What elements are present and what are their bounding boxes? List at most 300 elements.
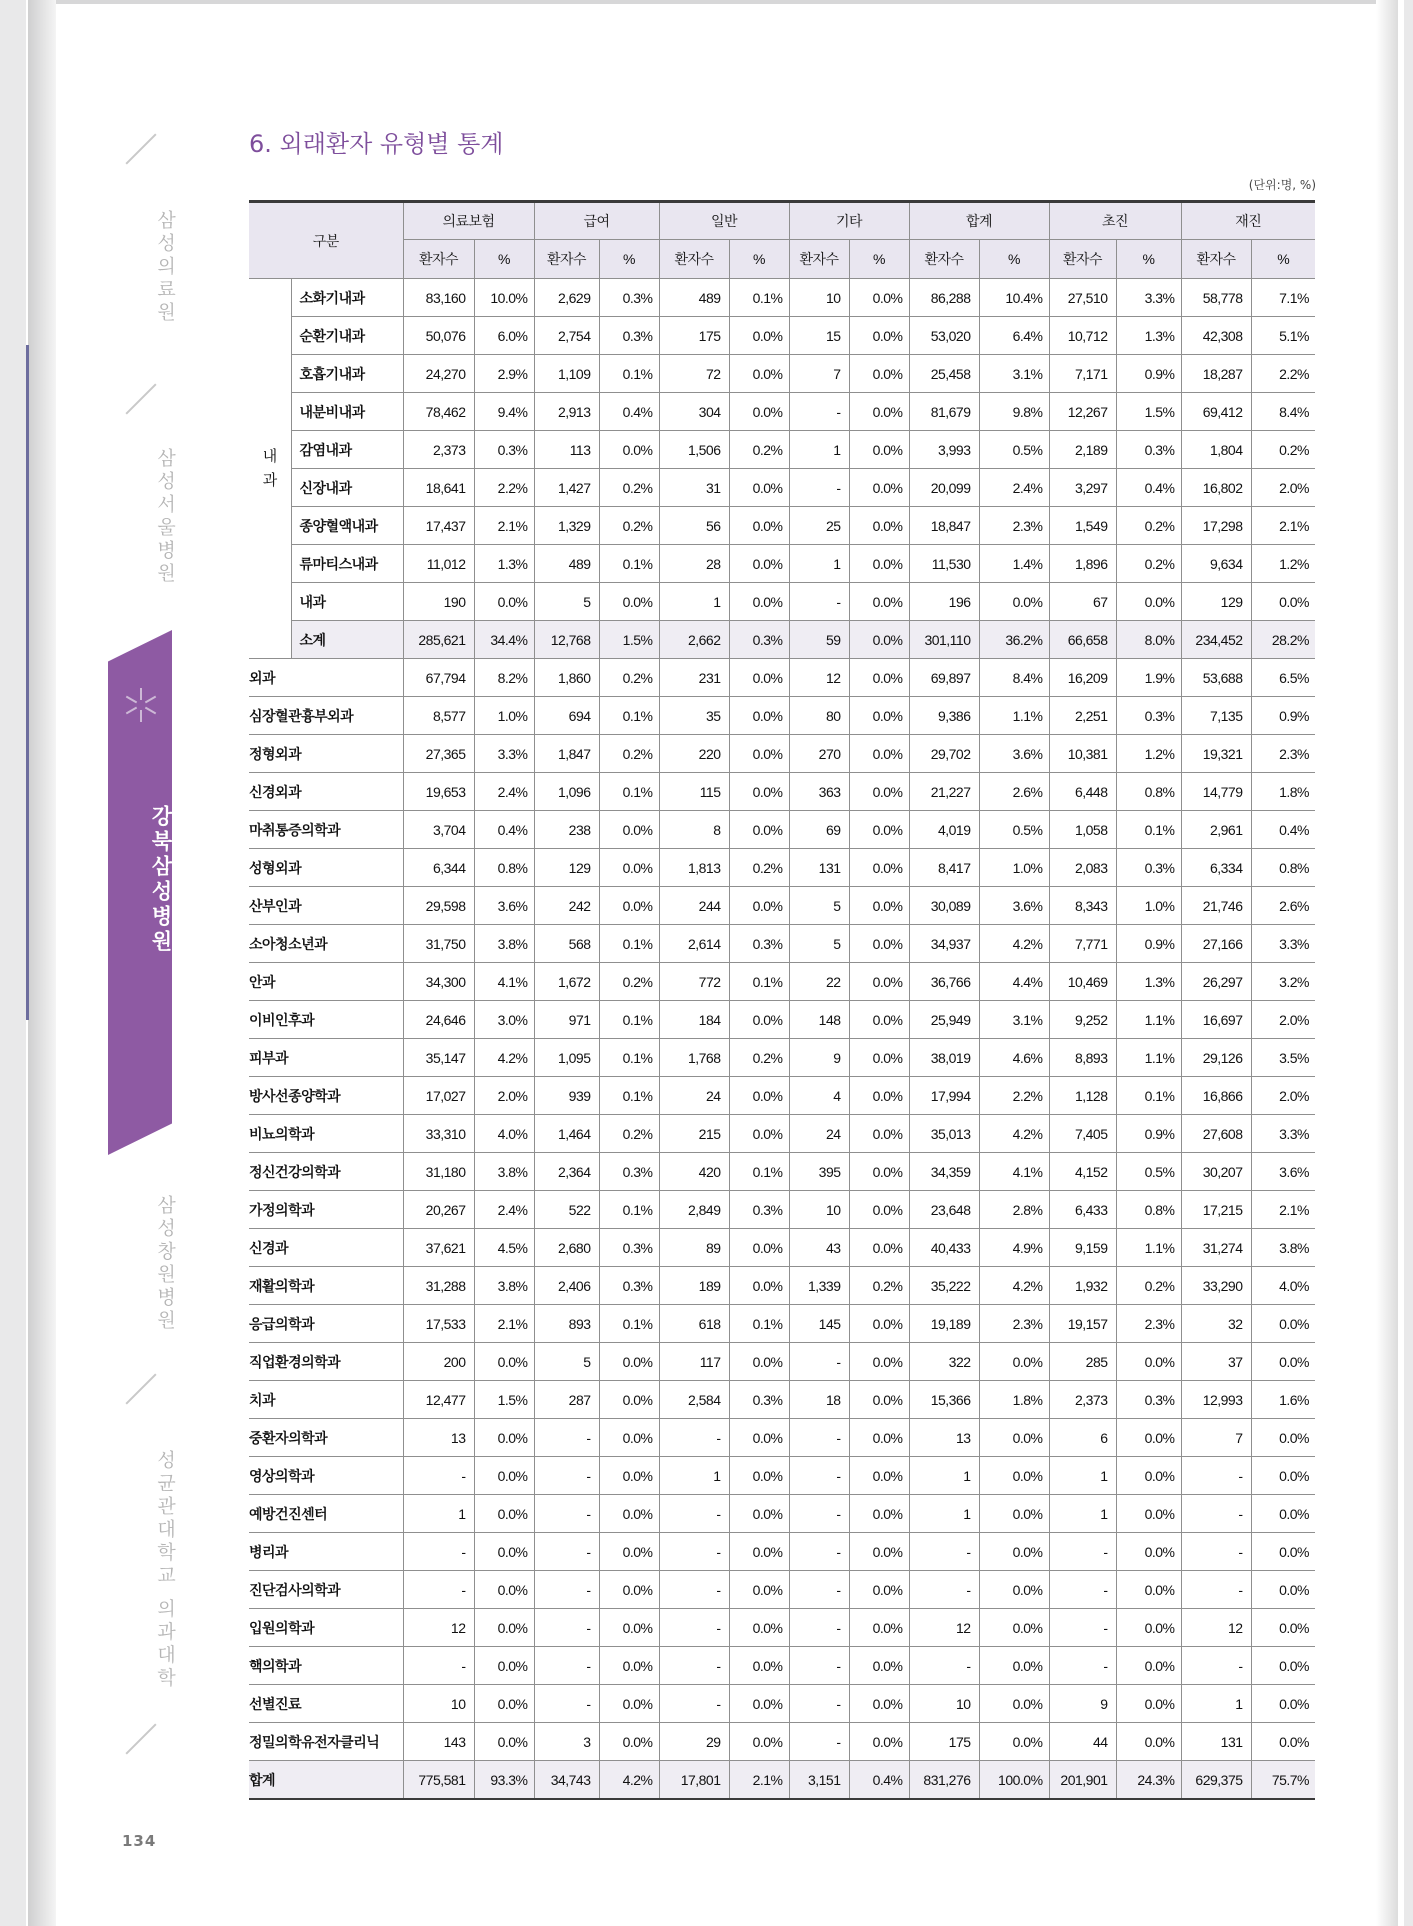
cell-percent: 3.3% — [1116, 279, 1181, 317]
cell-count: 1 — [659, 1457, 729, 1495]
cell-percent: 0.1% — [599, 1039, 659, 1077]
cell-count: 7,171 — [1049, 355, 1116, 393]
cell-percent: 8.4% — [979, 659, 1049, 697]
cell-count: 5 — [789, 887, 849, 925]
nav-vertical-rule — [26, 345, 29, 1020]
cell-percent: 0.0% — [849, 1457, 909, 1495]
cell-count: 2,083 — [1049, 849, 1116, 887]
cell-count: 27,608 — [1181, 1115, 1251, 1153]
table-header-row — [249, 202, 1315, 240]
cell-count: 395 — [789, 1153, 849, 1191]
cell-percent: 0.9% — [1116, 925, 1181, 963]
row-label: 예방건진센터 — [249, 1495, 403, 1533]
cell-percent: 0.8% — [1251, 849, 1315, 887]
cell-count: 489 — [534, 545, 599, 583]
cell-count: 12 — [909, 1609, 979, 1647]
row-label: 소화기내과 — [291, 279, 403, 317]
cell-percent: 0.4% — [599, 393, 659, 431]
cell-count: 13 — [909, 1419, 979, 1457]
cell-count: 220 — [659, 735, 729, 773]
table-row — [249, 469, 1315, 507]
table-row — [249, 811, 1315, 849]
cell-percent: 1.8% — [1251, 773, 1315, 811]
cell-count: 34,743 — [534, 1761, 599, 1800]
cell-percent: 4.2% — [979, 1115, 1049, 1153]
cell-percent: 4.6% — [979, 1039, 1049, 1077]
cell-percent: 28.2% — [1251, 621, 1315, 659]
cell-percent: 4.0% — [474, 1115, 534, 1153]
cell-count: 175 — [659, 317, 729, 355]
cell-percent: 0.0% — [729, 1723, 789, 1761]
cell-count: 1,932 — [1049, 1267, 1116, 1305]
cell-percent: 0.0% — [1116, 1343, 1181, 1381]
cell-percent: 0.0% — [729, 469, 789, 507]
cell-percent: 0.0% — [474, 1343, 534, 1381]
side-nav-item-3-active[interactable]: 강북삼성병원 — [149, 805, 173, 955]
row-label: 영상의학과 — [249, 1457, 403, 1495]
cell-count: 2,614 — [659, 925, 729, 963]
cell-percent: 0.0% — [1251, 1305, 1315, 1343]
cell-percent: 0.0% — [729, 1647, 789, 1685]
cell-percent: 0.0% — [599, 1457, 659, 1495]
cell-percent: 0.1% — [599, 1077, 659, 1115]
cell-count: 59 — [789, 621, 849, 659]
cell-percent: 0.0% — [474, 1685, 534, 1723]
cell-count: 17,027 — [403, 1077, 474, 1115]
cell-count: - — [909, 1533, 979, 1571]
cell-count: 8,343 — [1049, 887, 1116, 925]
cell-count: 27,510 — [1049, 279, 1116, 317]
cell-percent: 0.4% — [849, 1761, 909, 1800]
cell-count: 131 — [789, 849, 849, 887]
cell-count: - — [659, 1495, 729, 1533]
cell-count: 31,750 — [403, 925, 474, 963]
header-group: 합계 — [909, 202, 1049, 240]
cell-count: 7 — [1181, 1419, 1251, 1457]
cell-count: 56 — [659, 507, 729, 545]
unit-note: (단위:명, %) — [1248, 178, 1316, 192]
cell-percent: 0.2% — [599, 963, 659, 1001]
cell-count: 86,288 — [909, 279, 979, 317]
cell-count: 6,344 — [403, 849, 474, 887]
cell-percent: 0.0% — [729, 507, 789, 545]
cell-percent: 0.0% — [1251, 1495, 1315, 1533]
row-label: 산부인과 — [249, 887, 403, 925]
cell-percent: 0.2% — [729, 849, 789, 887]
cell-percent: 0.0% — [729, 1419, 789, 1457]
cell-count: 2,251 — [1049, 697, 1116, 735]
cell-percent: 2.1% — [474, 507, 534, 545]
cell-percent: 2.4% — [474, 773, 534, 811]
cell-percent: 3.6% — [474, 887, 534, 925]
cell-percent: 0.0% — [849, 1533, 909, 1571]
cell-count: - — [1181, 1571, 1251, 1609]
cell-count: 1,464 — [534, 1115, 599, 1153]
cell-percent: 0.0% — [599, 1495, 659, 1533]
cell-count: - — [534, 1495, 599, 1533]
cell-count: 2,364 — [534, 1153, 599, 1191]
cell-percent: 2.6% — [979, 773, 1049, 811]
cell-count: 10 — [789, 279, 849, 317]
cell-count: 1,427 — [534, 469, 599, 507]
cell-count: - — [789, 1723, 849, 1761]
table-row — [249, 1343, 1315, 1381]
cell-percent: 0.0% — [979, 1571, 1049, 1609]
header-group: 일반 — [659, 202, 789, 240]
cell-percent: 1.1% — [1116, 1039, 1181, 1077]
table-row — [249, 887, 1315, 925]
cell-count: 50,076 — [403, 317, 474, 355]
cell-count: 16,209 — [1049, 659, 1116, 697]
cell-count: 1,549 — [1049, 507, 1116, 545]
cell-count: 1,506 — [659, 431, 729, 469]
cell-percent: 0.0% — [599, 1609, 659, 1647]
cell-count: 33,290 — [1181, 1267, 1251, 1305]
cell-percent: 0.0% — [474, 1571, 534, 1609]
table-row — [249, 1039, 1315, 1077]
cell-percent: 0.0% — [979, 1419, 1049, 1457]
cell-count: 35,147 — [403, 1039, 474, 1077]
row-label: 신경외과 — [249, 773, 403, 811]
table-row — [249, 621, 1315, 659]
side-nav-item-2[interactable]: 삼성서울병원 — [154, 448, 176, 586]
cell-count: 2,373 — [1049, 1381, 1116, 1419]
cell-percent: 2.4% — [979, 469, 1049, 507]
row-label: 마취통증의학과 — [249, 811, 403, 849]
row-label: 소아청소년과 — [249, 925, 403, 963]
cell-percent: 3.8% — [474, 1153, 534, 1191]
cell-count: 17,533 — [403, 1305, 474, 1343]
cell-percent: 0.9% — [1116, 355, 1181, 393]
cell-percent: 0.0% — [849, 583, 909, 621]
cell-percent: 34.4% — [474, 621, 534, 659]
cell-count: 190 — [403, 583, 474, 621]
cell-count: - — [1181, 1457, 1251, 1495]
header-group: 급여 — [534, 202, 659, 240]
side-nav-item-5[interactable]: 성균관대학교 의과대학 — [154, 1450, 176, 1691]
cell-percent: 3.8% — [1251, 1229, 1315, 1267]
row-label: 성형외과 — [249, 849, 403, 887]
cell-percent: 0.0% — [1251, 1685, 1315, 1723]
table-row — [249, 1457, 1315, 1495]
cell-count: 304 — [659, 393, 729, 431]
cell-count: - — [789, 1647, 849, 1685]
cell-count: 9,386 — [909, 697, 979, 735]
cell-percent: 0.0% — [729, 697, 789, 735]
row-label: 치과 — [249, 1381, 403, 1419]
cell-percent: 0.3% — [599, 279, 659, 317]
cell-percent: 0.0% — [979, 1457, 1049, 1495]
cell-percent: 2.8% — [979, 1191, 1049, 1229]
cell-count: 12,993 — [1181, 1381, 1251, 1419]
cell-count: - — [1181, 1495, 1251, 1533]
cell-count: - — [789, 1343, 849, 1381]
cell-percent: 0.0% — [1251, 1457, 1315, 1495]
cell-percent: 4.1% — [979, 1153, 1049, 1191]
cell-percent: 2.2% — [979, 1077, 1049, 1115]
subheader-percent: % — [729, 240, 789, 279]
cell-count: 11,012 — [403, 545, 474, 583]
cell-percent: 0.0% — [1116, 1647, 1181, 1685]
cell-percent: 0.0% — [1251, 1723, 1315, 1761]
cell-percent: 0.0% — [849, 431, 909, 469]
cell-percent: 1.4% — [979, 545, 1049, 583]
cell-count: 145 — [789, 1305, 849, 1343]
subheader-count: 환자수 — [1049, 240, 1116, 279]
cell-percent: 0.0% — [849, 849, 909, 887]
cell-count: 7,771 — [1049, 925, 1116, 963]
subheader-count: 환자수 — [403, 240, 474, 279]
cell-count: 618 — [659, 1305, 729, 1343]
cell-count: 15,366 — [909, 1381, 979, 1419]
cell-count: 67,794 — [403, 659, 474, 697]
cell-percent: 0.0% — [729, 773, 789, 811]
cell-count: 24 — [659, 1077, 729, 1115]
cell-count: 420 — [659, 1153, 729, 1191]
cell-count: 831,276 — [909, 1761, 979, 1800]
cell-percent: 3.3% — [474, 735, 534, 773]
cell-percent: 0.0% — [474, 1457, 534, 1495]
cell-count: - — [403, 1457, 474, 1495]
subheader-count: 환자수 — [789, 240, 849, 279]
cell-count: - — [789, 583, 849, 621]
cell-count: 18,287 — [1181, 355, 1251, 393]
table-row — [249, 1685, 1315, 1723]
cell-count: 10 — [789, 1191, 849, 1229]
row-label: 소계 — [291, 621, 403, 659]
cell-count: 16,802 — [1181, 469, 1251, 507]
subheader-percent: % — [1116, 240, 1181, 279]
cell-percent: 2.3% — [979, 507, 1049, 545]
cell-percent: 4.2% — [979, 1267, 1049, 1305]
table-row — [249, 849, 1315, 887]
cell-count: 58,778 — [1181, 279, 1251, 317]
cell-count: 17,215 — [1181, 1191, 1251, 1229]
cell-count: 9 — [1049, 1685, 1116, 1723]
cell-count: - — [659, 1647, 729, 1685]
cell-count: 8,417 — [909, 849, 979, 887]
cell-count: - — [1181, 1533, 1251, 1571]
cell-percent: 0.0% — [729, 1457, 789, 1495]
table-row — [249, 355, 1315, 393]
cell-percent: 0.0% — [849, 773, 909, 811]
table-row — [249, 1647, 1315, 1685]
cell-percent: 0.0% — [599, 1647, 659, 1685]
cell-count: - — [909, 1571, 979, 1609]
cell-percent: 1.3% — [474, 545, 534, 583]
cell-count: 8,577 — [403, 697, 474, 735]
cell-count: - — [534, 1685, 599, 1723]
cell-count: 694 — [534, 697, 599, 735]
cell-count: 568 — [534, 925, 599, 963]
cell-percent: 0.0% — [1116, 1419, 1181, 1457]
cell-count: 12 — [789, 659, 849, 697]
cell-count: 18 — [789, 1381, 849, 1419]
cell-percent: 0.0% — [729, 1077, 789, 1115]
table-subheader-row — [249, 240, 1315, 279]
cell-count: - — [534, 1533, 599, 1571]
side-nav-item-4[interactable]: 삼성창원병원 — [154, 1195, 176, 1333]
cell-percent: 0.0% — [474, 1495, 534, 1533]
cell-percent: 0.0% — [1251, 1647, 1315, 1685]
cell-percent: 3.2% — [1251, 963, 1315, 1001]
table-row — [249, 659, 1315, 697]
cell-percent: 3.3% — [1251, 925, 1315, 963]
cell-count: 1,847 — [534, 735, 599, 773]
cell-count: 1,095 — [534, 1039, 599, 1077]
cell-percent: 2.0% — [1251, 1077, 1315, 1115]
cell-percent: 2.3% — [979, 1305, 1049, 1343]
cell-percent: 6.5% — [1251, 659, 1315, 697]
subheader-percent: % — [979, 240, 1049, 279]
table-row — [249, 317, 1315, 355]
cell-percent: 93.3% — [474, 1761, 534, 1800]
cell-percent: 0.0% — [849, 1077, 909, 1115]
cell-count: 2,913 — [534, 393, 599, 431]
subheader-count: 환자수 — [659, 240, 729, 279]
row-label: 내과 — [291, 583, 403, 621]
cell-count: 31,288 — [403, 1267, 474, 1305]
row-label: 중환자의학과 — [249, 1419, 403, 1457]
cell-count: 29,702 — [909, 735, 979, 773]
cell-percent: 2.1% — [729, 1761, 789, 1800]
cell-count: 772 — [659, 963, 729, 1001]
cell-count: 8 — [659, 811, 729, 849]
cell-percent: 0.0% — [979, 1609, 1049, 1647]
cell-count: 9 — [789, 1039, 849, 1077]
cell-count: 21,746 — [1181, 887, 1251, 925]
cell-count: 10,712 — [1049, 317, 1116, 355]
row-label: 응급의학과 — [249, 1305, 403, 1343]
cell-count: 629,375 — [1181, 1761, 1251, 1800]
cell-percent: 0.9% — [1116, 1115, 1181, 1153]
cell-count: 1,804 — [1181, 431, 1251, 469]
cell-percent: 0.0% — [599, 1419, 659, 1457]
cell-percent: 2.2% — [1251, 355, 1315, 393]
cell-count: 1,896 — [1049, 545, 1116, 583]
cell-count: 37 — [1181, 1343, 1251, 1381]
cell-count: 28 — [659, 545, 729, 583]
table-row — [249, 1419, 1315, 1457]
cell-percent: 2.3% — [1116, 1305, 1181, 1343]
cell-percent: 8.0% — [1116, 621, 1181, 659]
cell-percent: 0.0% — [729, 1495, 789, 1533]
cell-count: 19,189 — [909, 1305, 979, 1343]
cell-count: - — [534, 1571, 599, 1609]
cell-count: 1 — [659, 583, 729, 621]
cell-count: - — [789, 1457, 849, 1495]
cell-count: 1 — [909, 1457, 979, 1495]
cell-count: 1 — [1181, 1685, 1251, 1723]
cell-percent: 0.0% — [849, 925, 909, 963]
cell-percent: 2.3% — [1251, 735, 1315, 773]
table-row — [249, 545, 1315, 583]
cell-count: 2,189 — [1049, 431, 1116, 469]
cell-count: 19,157 — [1049, 1305, 1116, 1343]
cell-count: 10,381 — [1049, 735, 1116, 773]
cell-count: 43 — [789, 1229, 849, 1267]
cell-count: 13 — [403, 1419, 474, 1457]
cell-count: 16,697 — [1181, 1001, 1251, 1039]
cell-count: 184 — [659, 1001, 729, 1039]
cell-percent: 0.3% — [474, 431, 534, 469]
cell-count: 18,847 — [909, 507, 979, 545]
cell-percent: 1.5% — [1116, 393, 1181, 431]
cell-count: 4 — [789, 1077, 849, 1115]
cell-percent: 0.0% — [849, 1039, 909, 1077]
cell-count: 53,020 — [909, 317, 979, 355]
header-group: 재진 — [1181, 202, 1315, 240]
cell-percent: 9.4% — [474, 393, 534, 431]
cell-count: 1 — [909, 1495, 979, 1533]
cell-count: 2,662 — [659, 621, 729, 659]
cell-percent: 36.2% — [979, 621, 1049, 659]
row-label: 내분비내과 — [291, 393, 403, 431]
cell-count: 10 — [909, 1685, 979, 1723]
side-nav-item-1[interactable]: 삼성의료원 — [154, 210, 176, 325]
cell-count: 2,961 — [1181, 811, 1251, 849]
cell-percent: 0.2% — [599, 507, 659, 545]
cell-percent: 0.0% — [849, 887, 909, 925]
cell-count: 25,458 — [909, 355, 979, 393]
cell-count: 9,252 — [1049, 1001, 1116, 1039]
cell-count: 30,089 — [909, 887, 979, 925]
cell-percent: 4.2% — [599, 1761, 659, 1800]
cell-count: 83,160 — [403, 279, 474, 317]
cell-count: 18,641 — [403, 469, 474, 507]
row-label: 핵의학과 — [249, 1647, 403, 1685]
cell-count: 1,813 — [659, 849, 729, 887]
row-label: 병리과 — [249, 1533, 403, 1571]
cell-percent: 6.0% — [474, 317, 534, 355]
cell-percent: 3.1% — [979, 1001, 1049, 1039]
row-label: 신장내과 — [291, 469, 403, 507]
cell-count: 35 — [659, 697, 729, 735]
table-row — [249, 431, 1315, 469]
cell-percent: 0.0% — [729, 1001, 789, 1039]
cell-percent: 0.0% — [729, 735, 789, 773]
cell-count: - — [403, 1533, 474, 1571]
cell-percent: 0.4% — [1251, 811, 1315, 849]
cell-count: 25,949 — [909, 1001, 979, 1039]
cell-percent: 0.3% — [599, 1267, 659, 1305]
cell-count: 129 — [534, 849, 599, 887]
cell-count: 1,058 — [1049, 811, 1116, 849]
cell-percent: 4.5% — [474, 1229, 534, 1267]
cell-count: 12 — [403, 1609, 474, 1647]
row-label: 감염내과 — [291, 431, 403, 469]
cell-count: 3,297 — [1049, 469, 1116, 507]
cell-count: 34,937 — [909, 925, 979, 963]
cell-percent: 0.0% — [599, 1533, 659, 1571]
cell-percent: 0.0% — [849, 1229, 909, 1267]
cell-count: 238 — [534, 811, 599, 849]
cell-count: 489 — [659, 279, 729, 317]
cell-count: - — [534, 1647, 599, 1685]
cell-count: 22 — [789, 963, 849, 1001]
cell-count: 72 — [659, 355, 729, 393]
row-label: 순환기내과 — [291, 317, 403, 355]
table-row — [249, 1305, 1315, 1343]
table-row — [249, 1115, 1315, 1153]
row-label: 호흡기내과 — [291, 355, 403, 393]
cell-percent: 0.0% — [849, 697, 909, 735]
cell-count: 148 — [789, 1001, 849, 1039]
cell-percent: 3.8% — [474, 925, 534, 963]
cell-count: 3,993 — [909, 431, 979, 469]
cell-count: 939 — [534, 1077, 599, 1115]
cell-count: 17,437 — [403, 507, 474, 545]
